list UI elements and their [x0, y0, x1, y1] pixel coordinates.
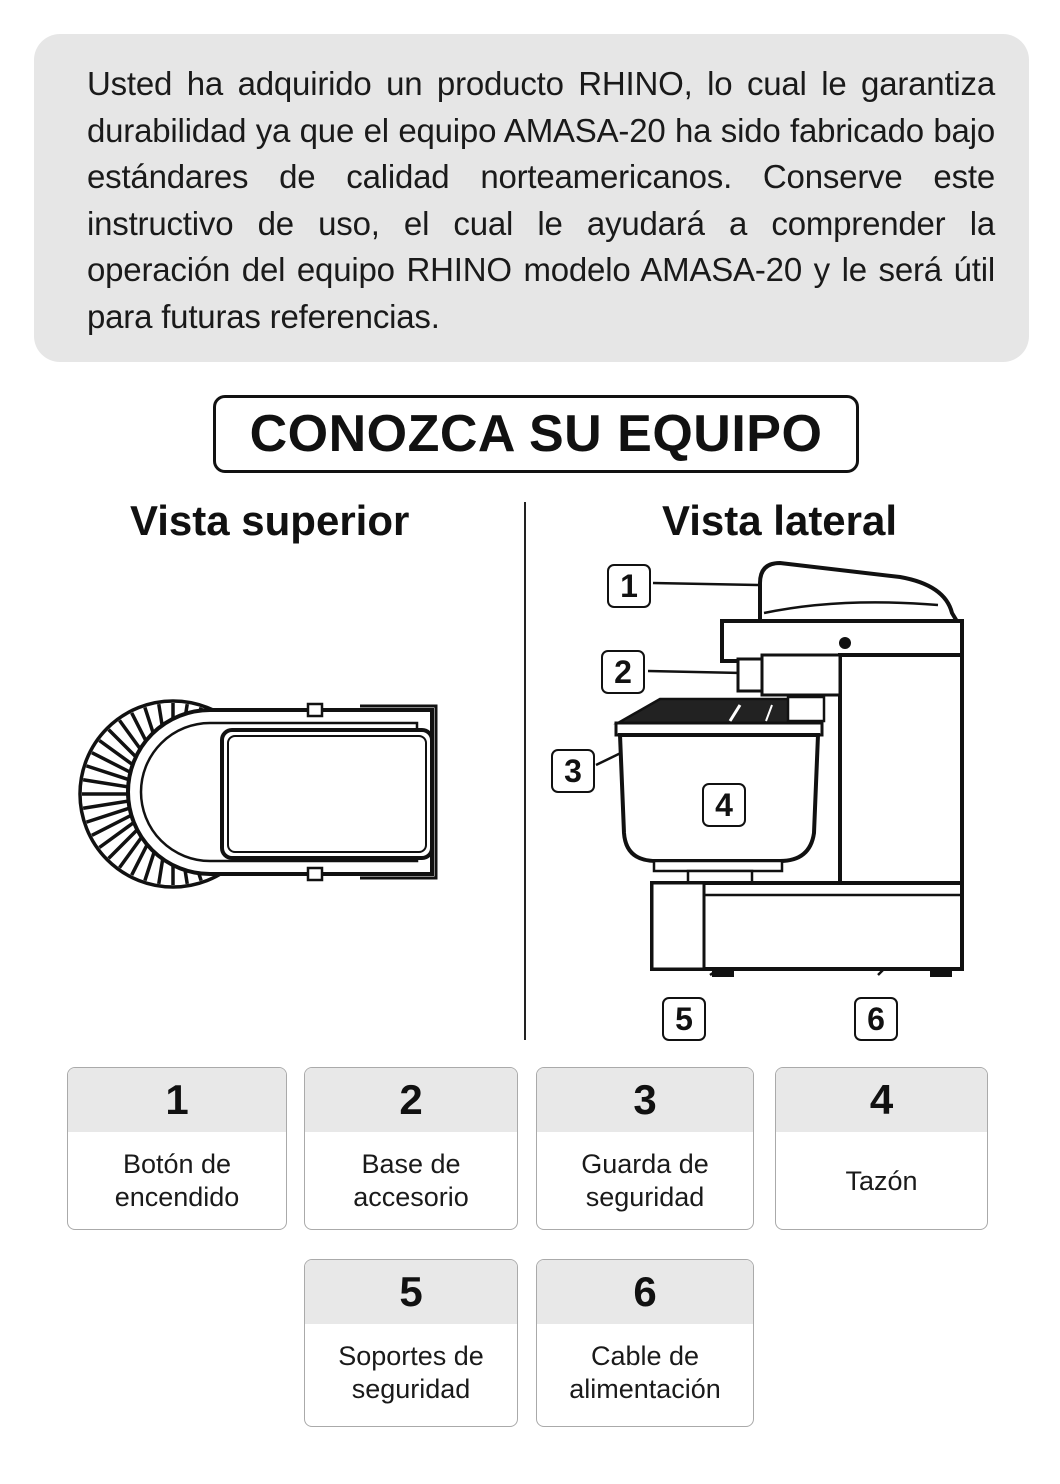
part-card-6 — [536, 1259, 754, 1427]
part-card-2 — [304, 1067, 518, 1230]
part-number: 1 — [68, 1068, 286, 1132]
part-label: Guarda de seguridad — [581, 1149, 709, 1212]
top-view-illustration — [60, 660, 460, 930]
callout-6: 6 — [854, 997, 898, 1041]
intro-paragraph: Usted ha adquirido un producto RHINO, lo cual le garantiza durabilidad ya que el equipo AMASA-20 ha sido fabricado bajo estándares de calidad norteamericanos. Conserve este instructivo de uso, el cual le ayudará a comprender la operación del equipo RHINO modelo AMASA-20 y le será útil para futuras referencias. — [87, 65, 995, 335]
part-label: Base de accesorio — [353, 1149, 469, 1212]
section-title: CONOZCA SU EQUIPO — [249, 405, 823, 463]
part-number: 2 — [305, 1068, 517, 1132]
part-card-3 — [536, 1067, 754, 1230]
callout-1: 1 — [607, 564, 651, 608]
part-label: Cable de alimentación — [569, 1341, 721, 1404]
part-card-4 — [775, 1067, 988, 1230]
part-number: 5 — [305, 1260, 517, 1324]
part-label: Tazón — [845, 1165, 918, 1196]
part-label: Soportes de seguridad — [338, 1341, 484, 1404]
part-card-1 — [67, 1067, 287, 1230]
top-view-heading: Vista superior — [130, 497, 410, 544]
side-view-illustration — [540, 555, 980, 1025]
callout-2: 2 — [601, 650, 645, 694]
part-number: 6 — [537, 1260, 753, 1324]
callout-3: 3 — [551, 749, 595, 793]
callout-4: 4 — [702, 783, 746, 827]
part-number: 4 — [776, 1068, 987, 1132]
view-divider — [524, 502, 526, 1040]
section-title-box — [213, 395, 859, 473]
intro-box — [34, 34, 1029, 362]
callout-5: 5 — [662, 997, 706, 1041]
part-number: 3 — [537, 1068, 753, 1132]
side-view-heading: Vista lateral — [662, 497, 898, 544]
part-label: Botón de encendido — [114, 1149, 240, 1212]
part-card-5 — [304, 1259, 518, 1427]
